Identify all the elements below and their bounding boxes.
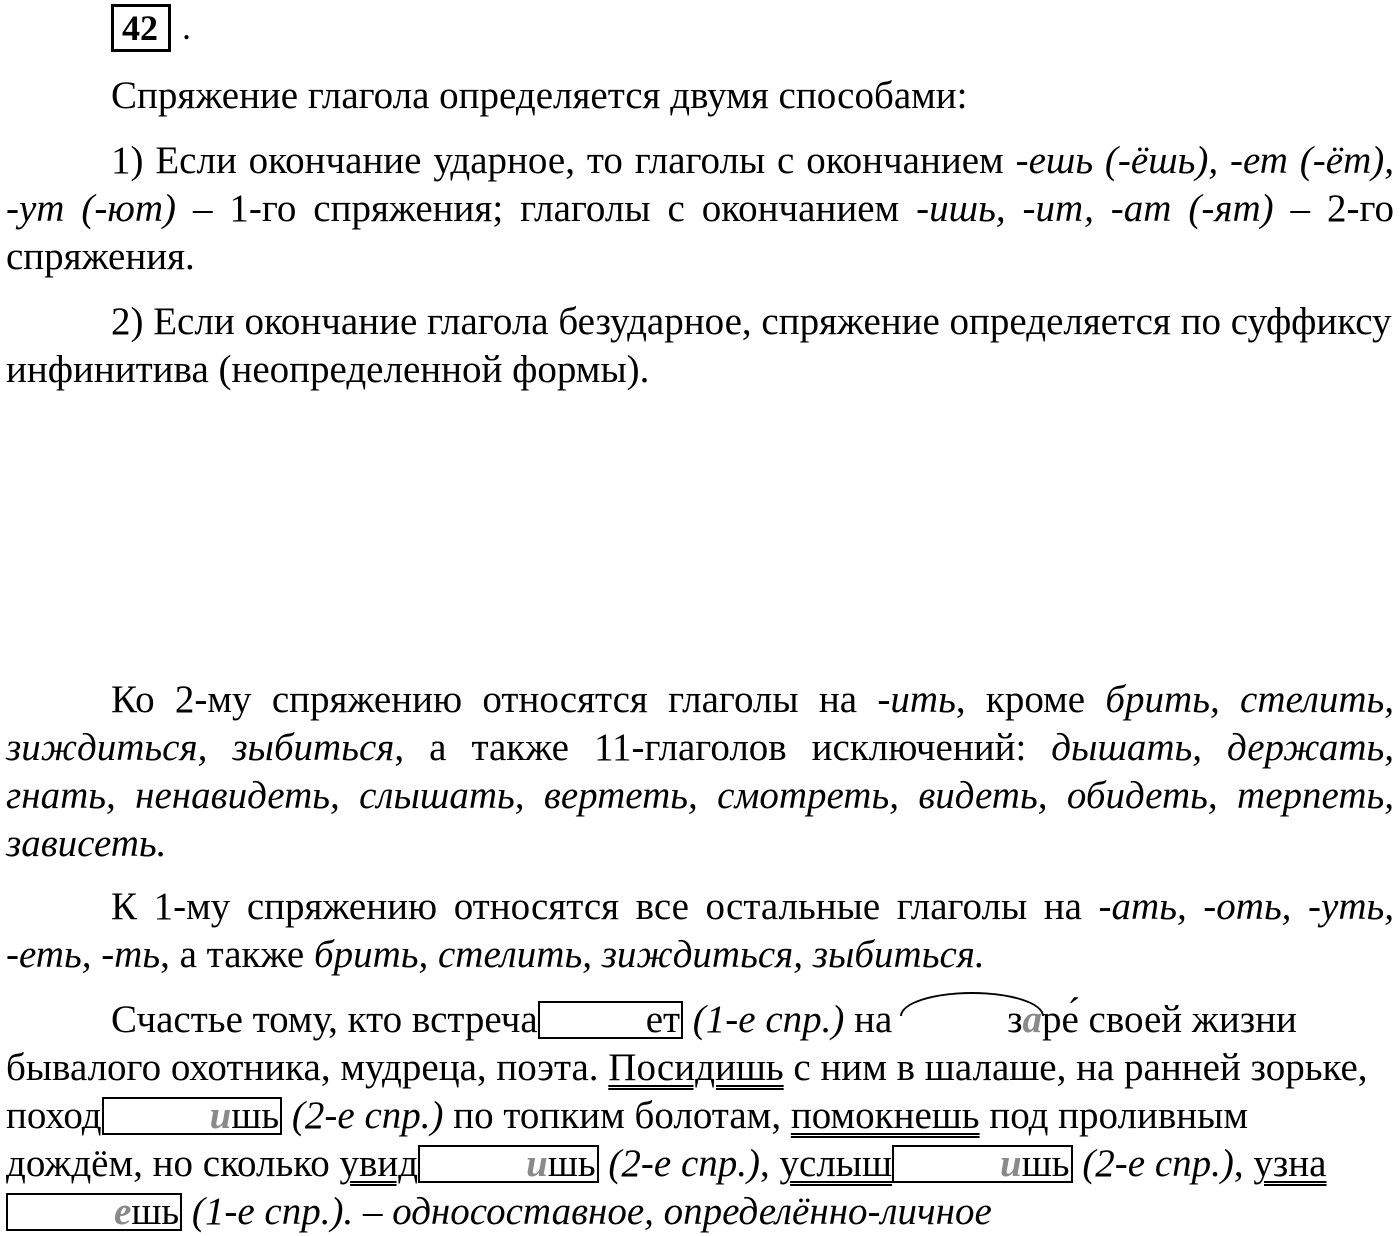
second-conjugation-paragraph — [6, 676, 1394, 868]
predicate-underlined: помокнешь — [790, 1094, 980, 1137]
conjugation-note-final: (1-е спр.). – односоставное, определённо-личное — [182, 1190, 992, 1233]
ending-box — [102, 1094, 283, 1137]
exercise-text: Счастье тому, кто встреча — [111, 998, 538, 1041]
task-number: 42 — [111, 4, 171, 52]
exercise-text: своей жизни бывалого охотника, мудреца, поэта. — [6, 998, 1297, 1089]
exercise-paragraph — [6, 996, 1394, 1236]
second-conj-text-2: , кроме — [955, 678, 1106, 721]
ending-vowel: и — [526, 1142, 548, 1185]
word-rest: ре́ — [1041, 998, 1079, 1041]
conjugation-note: (1-е спр.) — [683, 998, 845, 1041]
ending-letters: шь — [547, 1142, 596, 1185]
ending-letters: шь — [131, 1190, 180, 1233]
ending-vowel: и — [209, 1094, 232, 1137]
rule1-endings-first: -ешь (-ёшь), -ет (-ёт), -ут (-ют) — [6, 139, 1394, 230]
word-stem: услыш — [779, 1142, 893, 1185]
intro-paragraph — [6, 72, 1394, 120]
exercise-text: с ним в шалаше, на ранней зорьке, поход — [6, 1046, 1368, 1137]
rule1-text: 1) Если окончание ударное, то глаголы с окончанием — [111, 139, 1016, 182]
predicate-underlined: Посидишь — [608, 1046, 784, 1089]
predicate-underlined — [780, 1142, 1073, 1185]
conjugation-note: (2-е спр.) — [282, 1094, 444, 1137]
first-conj-suffixes: -ать, -оть, -уть, -еть, -ть — [6, 885, 1394, 976]
rule2-paragraph — [6, 298, 1394, 394]
root-arc-word — [902, 996, 1042, 1044]
ending-box: ет — [538, 1001, 683, 1039]
rule1-text-end: – 2-го спряжения. — [6, 187, 1394, 278]
exercise-text: на — [844, 998, 903, 1041]
rule2-text: 2) Если окончание глагола безударное, спряжение определяется по суффиксу инфинитива (неопределенной формы). — [6, 300, 1392, 391]
ending-vowel: и — [1000, 1142, 1022, 1185]
ending-box — [6, 1190, 182, 1233]
exercise-text: по топким болотам, — [443, 1094, 791, 1137]
intro-text: Спряжение глагола определяется двумя способами: — [111, 74, 968, 117]
second-conj-suffix: -ить — [877, 678, 956, 721]
conjugation-note: (2-е спр.) — [1072, 1142, 1234, 1185]
first-conj-words: брить, стелить, зиждиться, зыбиться. — [313, 933, 985, 976]
conjugation-note: (2-е спр.) — [598, 1142, 761, 1185]
exercise-text: , — [760, 1142, 780, 1185]
exercise-text: под проливным дождём, но сколько — [6, 1094, 1249, 1185]
ending-box — [892, 1142, 1073, 1185]
first-conj-text: К 1-му спряжению относятся все остальные глаголы на — [111, 885, 1099, 928]
first-conj-text-2: , а также — [160, 933, 314, 976]
second-conj-text: Ко 2-му спряжению относятся глаголы на — [111, 678, 878, 721]
root-letter: з — [1007, 998, 1023, 1041]
exercise-text: , — [1233, 1142, 1254, 1185]
unstressed-vowel: а — [1022, 998, 1042, 1041]
ending-vowel: е — [114, 1190, 132, 1233]
second-conj-text-3: , а также 11-глаголов исключений: — [394, 726, 1052, 769]
word-stem: узна — [1253, 1142, 1327, 1185]
rule1-paragraph — [6, 137, 1394, 281]
rule1-endings-second: -ишь, -ит, -ат (-ят) — [916, 187, 1274, 230]
ending-letters: шь — [231, 1094, 280, 1137]
rule1-text-cont: – 1-го спряжения; глаголы с окончанием — [176, 187, 917, 230]
ending-box — [418, 1142, 599, 1185]
word-stem: увид — [339, 1142, 419, 1185]
second-conj-except: брить, стелить, зиждиться, зыбиться — [6, 678, 1394, 769]
task-number-dot: . — [182, 7, 191, 47]
first-conjugation-paragraph — [6, 883, 1394, 979]
predicate-underlined — [340, 1142, 599, 1185]
second-conj-exceptions-list: дышать, держать, гнать, ненавидеть, слышать, вертеть, смотреть, видеть, обидеть, терпеть, зависеть. — [6, 726, 1395, 865]
ending-letters: шь — [1021, 1142, 1070, 1185]
